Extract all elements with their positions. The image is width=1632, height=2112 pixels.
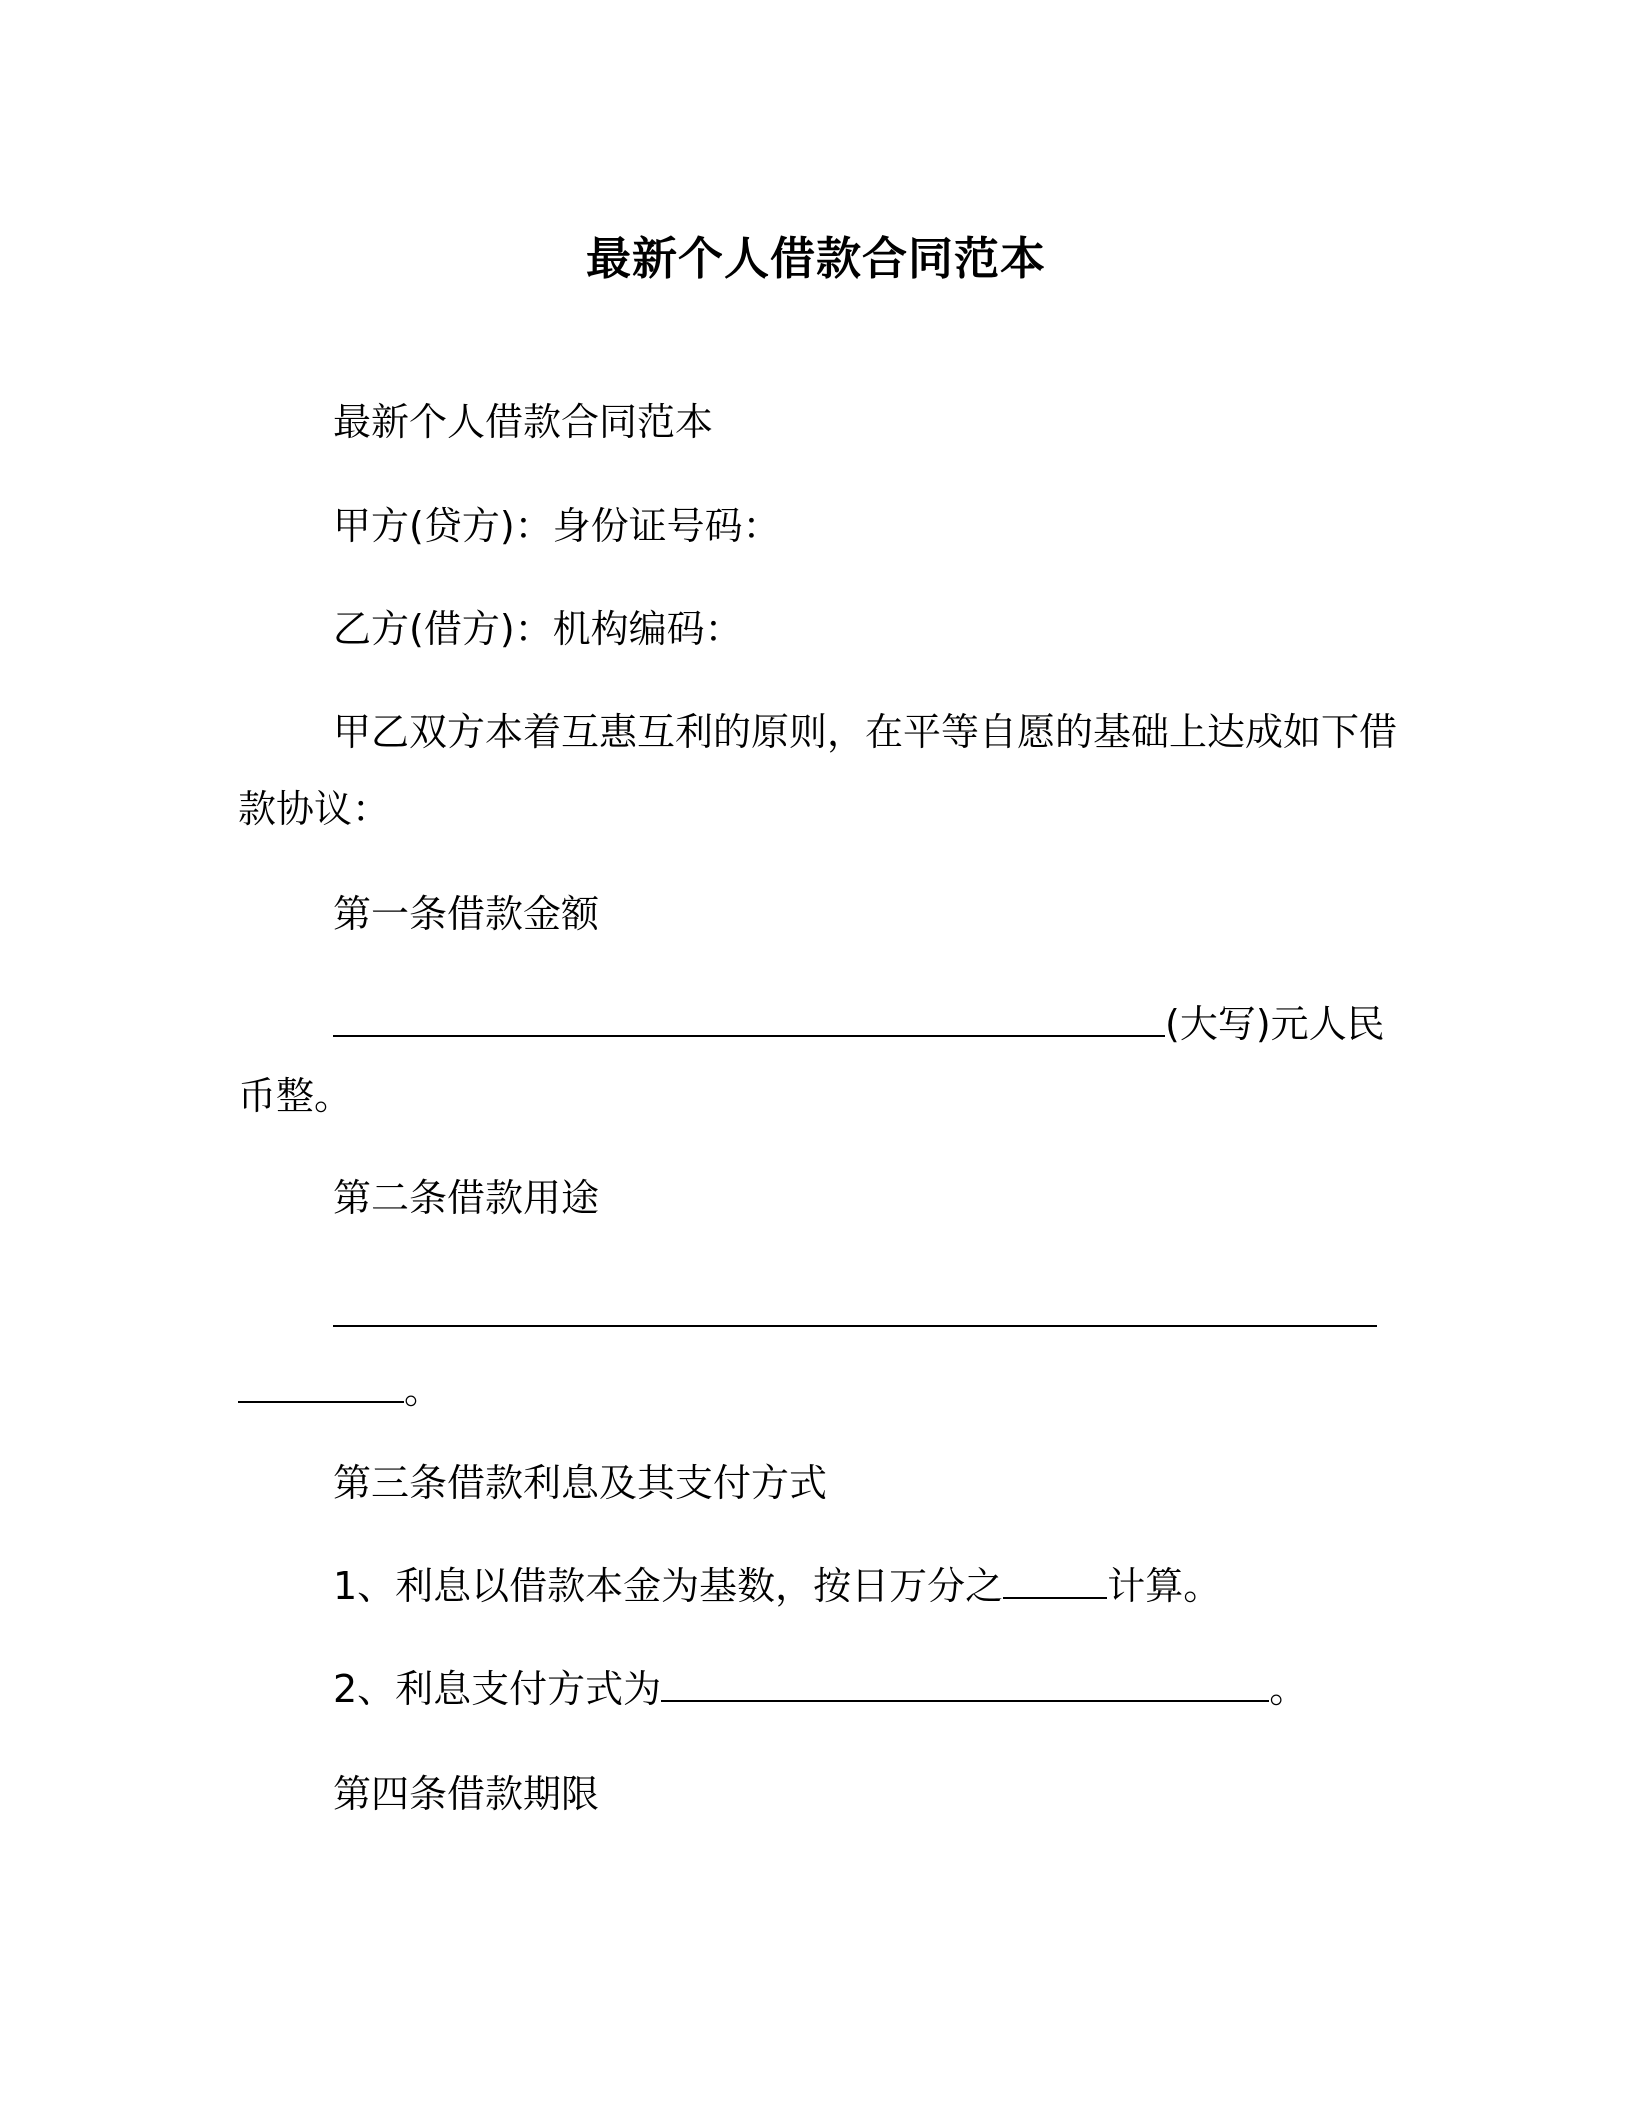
interest-rate-blank [1003,1563,1107,1599]
article-1-amount-line-2: 币整。 [238,1074,353,1118]
payment-method-blank [661,1666,1269,1702]
payment-method-suffix: 。 [1269,1667,1308,1711]
purpose-blank [333,1291,1377,1327]
party-a-line: 甲方(贷方)：身份证号码： [333,504,781,548]
document-subtitle: 最新个人借款合同范本 [333,400,714,444]
intro-paragraph-line-1: 甲乙双方本着互惠互利的原则，在平等自愿的基础上达成如下借 [333,710,1398,754]
article-1-amount-line [333,1000,1385,1048]
purpose-end: 。 [404,1368,443,1412]
article-3-item-2 [333,1665,1307,1713]
article-3-title: 第三条借款利息及其支付方式 [333,1461,828,1505]
payment-method-prefix: 2、利息支付方式为 [333,1667,662,1711]
article-2-title: 第二条借款用途 [333,1176,600,1220]
amount-suffix: (大写)元人民 [1165,1002,1385,1046]
article-2-purpose-line [333,1290,1377,1338]
article-1-title: 第一条借款金额 [333,892,600,936]
document-title: 最新个人借款合同范本 [585,232,1046,285]
purpose-blank-continued [238,1367,404,1403]
intro-paragraph-line-2: 款协议： [238,787,391,831]
article-3-item-1 [333,1562,1221,1610]
interest-rate-prefix: 1、利息以借款本金为基数，按日万分之 [333,1564,1004,1608]
interest-rate-suffix: 计算。 [1107,1564,1222,1608]
party-b-line: 乙方(借方)：机构编码： [333,607,743,651]
amount-blank [333,1001,1165,1037]
article-4-title: 第四条借款期限 [333,1772,600,1816]
article-2-purpose-line-2 [238,1366,442,1414]
